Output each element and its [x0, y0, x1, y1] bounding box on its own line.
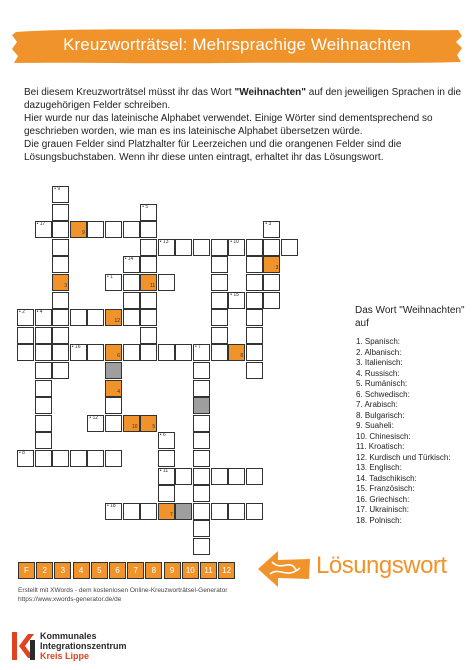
grid-cell[interactable]	[105, 415, 122, 432]
solution-index: 3	[64, 283, 68, 289]
grid-cell-solution[interactable]	[52, 274, 69, 291]
clue-item: 2. Albanisch:	[356, 347, 402, 357]
grid-cell[interactable]	[228, 503, 245, 520]
grid-cell[interactable]	[123, 256, 140, 273]
loesungswort-banner	[256, 548, 461, 590]
grid-cell[interactable]	[140, 221, 157, 238]
grid-cell-blank	[193, 397, 210, 414]
grid-cell-solution[interactable]	[263, 256, 280, 273]
grid-cell[interactable]	[52, 204, 69, 221]
clue-number: • 14	[124, 256, 134, 263]
solution-strip-cell[interactable]: 11	[200, 562, 217, 579]
grid-cell[interactable]	[158, 450, 175, 467]
grid-cell[interactable]	[87, 309, 104, 326]
clue-item: 11. Kroatisch:	[356, 442, 405, 451]
grid-cell[interactable]	[70, 450, 87, 467]
grid-cell[interactable]	[211, 503, 228, 520]
grid-cell[interactable]	[193, 380, 210, 397]
logo-line-1: Kommunales	[40, 631, 97, 641]
grid-cell[interactable]	[105, 221, 122, 238]
clue-item: 12. Kurdisch und Türkisch:	[356, 452, 451, 462]
grid-cell[interactable]	[140, 327, 157, 344]
grid-cell[interactable]	[35, 450, 52, 467]
grid-cell[interactable]	[193, 362, 210, 379]
clue-list	[356, 337, 451, 526]
grid-cell[interactable]	[35, 397, 52, 414]
grid-cell-solution[interactable]	[105, 380, 122, 397]
solution-strip-cell[interactable]: 9	[164, 562, 181, 579]
grid-cell[interactable]	[246, 503, 263, 520]
clue-number: • 13	[159, 238, 169, 245]
arrow-left-icon	[256, 548, 312, 590]
grid-cell-blank	[105, 362, 122, 379]
grid-cell[interactable]	[193, 239, 210, 256]
grid-cell[interactable]	[211, 292, 228, 309]
grid-cell[interactable]	[193, 520, 210, 537]
clue-number: • 6	[159, 432, 166, 439]
grid-cell[interactable]	[52, 362, 69, 379]
intro-p1-pre: Bei diesem Kreuzworträtsel müsst ihr das Wort	[24, 87, 235, 98]
grid-cell[interactable]	[211, 344, 228, 361]
clue-item: 3. Italienisch:	[356, 358, 403, 367]
grid-cell[interactable]	[193, 503, 210, 520]
grid-cell[interactable]	[123, 221, 140, 238]
ki-logo-icon	[12, 630, 36, 662]
grid-cell[interactable]	[87, 344, 104, 361]
grid-cell[interactable]	[158, 274, 175, 291]
grid-cell-solution[interactable]	[105, 309, 122, 326]
clue-number: • 11	[159, 467, 169, 474]
clue-item: 5. Rumänisch:	[356, 379, 408, 388]
grid-cell[interactable]	[35, 221, 52, 238]
clue-number: • 8	[19, 450, 25, 456]
clue-item: 7. Arabisch:	[356, 400, 398, 409]
clue-item: 16. Griechisch:	[356, 494, 410, 504]
clue-item: 10. Chinesisch:	[356, 431, 411, 441]
grid-cell[interactable]	[52, 450, 69, 467]
grid-cell[interactable]	[228, 292, 245, 309]
grid-cell-solution[interactable]	[105, 344, 122, 361]
grid-cell[interactable]	[105, 503, 122, 520]
grid-cell[interactable]	[193, 468, 210, 485]
clue-item: 15. Französisch:	[356, 484, 415, 493]
grid-cell[interactable]	[263, 221, 280, 238]
grid-cell[interactable]	[211, 309, 228, 326]
grid-cell[interactable]	[211, 256, 228, 273]
organization-logo	[12, 630, 212, 666]
grid-cell[interactable]	[52, 256, 69, 273]
grid-cell[interactable]	[158, 468, 175, 485]
grid-cell[interactable]	[193, 415, 210, 432]
grid-cell[interactable]	[193, 432, 210, 449]
grid-cell[interactable]	[263, 239, 280, 256]
logo-text	[40, 631, 127, 661]
grid-cell[interactable]	[246, 292, 263, 309]
grid-cell[interactable]	[175, 468, 192, 485]
solution-index: 4	[117, 388, 120, 395]
clue-number: • 17	[36, 221, 46, 228]
solution-index: 12	[114, 318, 120, 325]
clue-number: • 15	[230, 291, 239, 298]
grid-cell-solution[interactable]	[140, 415, 157, 432]
grid-cell[interactable]	[158, 432, 175, 449]
grid-cell[interactable]	[140, 256, 157, 273]
logo-line-2: Integrationszentrum	[40, 641, 127, 651]
clue-item: 17. Ukrainisch:	[356, 505, 409, 514]
grid-cell[interactable]	[246, 327, 263, 344]
intro-paragraph-3: Die grauen Felder sind Platzhalter für Leerzeichen und die orangenen Felder sind die Lösungsbuchstaben. Wenn ihr diese unten eintragt, erhaltet ihr das Lösungswort.	[24, 139, 402, 163]
grid-cell[interactable]	[52, 186, 69, 203]
grid-cell[interactable]	[228, 239, 245, 256]
grid-cell[interactable]	[193, 344, 210, 361]
grid-cell[interactable]	[17, 327, 34, 344]
grid-cell[interactable]	[140, 204, 157, 221]
logo-line-3: Kreis Lippe	[40, 651, 90, 661]
intro-paragraph-2: Hier wurde nur das lateinische Alphabet verwendet. Einige Wörter sind dementsprechend so geschrieben worden, wie man es ins lateinische Alphabet übersetzen würde.	[24, 113, 433, 137]
grid-cell[interactable]	[35, 327, 52, 344]
clue-number: • 4	[36, 309, 43, 316]
grid-cell-solution[interactable]	[123, 415, 140, 432]
grid-cell[interactable]	[246, 274, 263, 291]
grid-cell[interactable]	[105, 450, 122, 467]
clue-number: • 9	[54, 186, 61, 192]
grid-cell[interactable]	[87, 415, 104, 432]
grid-cell[interactable]	[35, 432, 52, 449]
grid-cell[interactable]	[228, 468, 245, 485]
intro-paragraph-1	[24, 86, 464, 112]
clue-number: • 2	[19, 309, 25, 316]
grid-cell[interactable]	[105, 397, 122, 414]
solution-strip-cell[interactable]: F	[18, 562, 35, 579]
grid-cell[interactable]	[123, 274, 140, 291]
loesungswort-label: Lösungswort	[316, 552, 447, 579]
grid-cell[interactable]	[35, 380, 52, 397]
grid-cell-solution[interactable]	[158, 503, 175, 520]
grid-cell[interactable]	[52, 221, 69, 238]
grid-cell[interactable]	[87, 221, 104, 238]
clue-number: • 18	[107, 502, 116, 509]
grid-cell[interactable]	[211, 239, 228, 256]
grid-cell[interactable]	[52, 292, 69, 309]
solution-strip-cell[interactable]: 6	[109, 562, 126, 579]
solution-index: 6	[117, 353, 120, 360]
clue-number: • 7	[195, 344, 201, 351]
grid-cell[interactable]	[158, 344, 175, 361]
grid-cell[interactable]	[158, 239, 175, 256]
grid-cell[interactable]	[140, 292, 157, 309]
grid-cell[interactable]	[123, 503, 140, 520]
solution-strip-cell[interactable]: 12	[218, 562, 235, 579]
clue-item: 9. Suaheli:	[356, 421, 394, 430]
solution-strip-cell[interactable]: 4	[73, 562, 90, 579]
solution-index: 9	[82, 230, 85, 237]
solution-strip-cell[interactable]: 10	[182, 562, 199, 579]
solution-strip-cell[interactable]: 3	[54, 562, 71, 579]
grid-cell[interactable]	[35, 344, 52, 361]
grid-cell[interactable]	[263, 274, 280, 291]
grid-cell[interactable]	[175, 239, 192, 256]
grid-cell[interactable]	[35, 415, 52, 432]
grid-cell[interactable]	[123, 309, 140, 326]
grid-cell[interactable]	[246, 309, 263, 326]
intro-p1-post: auf den jeweiligen Sprachen in die dazugehörigen Felder schreiben.	[24, 87, 462, 111]
clue-number: • 5	[142, 203, 149, 210]
grid-cell[interactable]	[193, 450, 210, 467]
clue-number: • 3	[265, 221, 272, 228]
clue-item: 4. Russisch:	[356, 368, 400, 378]
grid-cell[interactable]	[17, 450, 34, 467]
grid-cell-blank	[175, 503, 192, 520]
clue-item: 18. Polnisch:	[356, 515, 402, 525]
grid-cell[interactable]	[52, 327, 69, 344]
clue-number: • 10	[230, 238, 239, 245]
grid-cell[interactable]	[17, 344, 34, 361]
clue-item: 8. Bulgarisch:	[356, 410, 405, 420]
grid-cell[interactable]	[35, 362, 52, 379]
grid-cell[interactable]	[211, 327, 228, 344]
page-title: Kreuzworträtsel: Mehrsprachige Weihnachten	[63, 35, 411, 54]
grid-cell[interactable]	[246, 468, 263, 485]
solution-index: 10	[132, 423, 138, 430]
clue-number: • 12	[89, 414, 99, 421]
solution-index: 7	[170, 511, 173, 518]
grid-cell[interactable]	[140, 239, 157, 256]
grid-cell[interactable]	[263, 292, 280, 309]
clue-number: • 16	[71, 344, 81, 351]
grid-cell[interactable]	[35, 309, 52, 326]
grid-cell[interactable]	[52, 239, 69, 256]
grid-cell[interactable]	[193, 485, 210, 502]
grid-cell[interactable]	[140, 309, 157, 326]
clue-item: 13. Englisch:	[356, 463, 402, 472]
title-banner	[10, 26, 464, 66]
grid-cell[interactable]	[175, 344, 192, 361]
solution-index: 3	[275, 265, 279, 272]
solution-index: 11	[149, 283, 156, 289]
grid-cell[interactable]	[123, 292, 140, 309]
solution-index: 5	[152, 423, 156, 430]
grid-cell[interactable]	[211, 468, 228, 485]
grid-cell[interactable]	[105, 274, 122, 291]
grid-cell[interactable]	[52, 344, 69, 361]
grid-cell[interactable]	[140, 344, 157, 361]
solution-strip-cell[interactable]: 5	[91, 562, 108, 579]
grid-cell[interactable]	[70, 344, 87, 361]
grid-cell[interactable]	[140, 503, 157, 520]
instructions	[24, 86, 464, 164]
grid-cell[interactable]	[246, 362, 263, 379]
clue-item: 1. Spanisch:	[356, 337, 401, 346]
footer-link[interactable]: https://www.xwords-generator.de/de	[18, 595, 122, 603]
solution-index: 8	[240, 353, 244, 360]
grid-cell[interactable]	[17, 309, 34, 326]
intro-p1-bold: "Weihnachten"	[234, 87, 306, 98]
grid-cell[interactable]	[281, 239, 298, 256]
grid-cell[interactable]	[193, 538, 210, 555]
grid-cell[interactable]	[246, 256, 263, 273]
grid-cell[interactable]	[52, 309, 69, 326]
grid-cell[interactable]	[123, 344, 140, 361]
grid-cell[interactable]	[158, 485, 175, 502]
grid-cell[interactable]	[246, 344, 263, 361]
solution-strip-cell[interactable]: 2	[36, 562, 53, 579]
grid-cell-solution[interactable]	[140, 274, 157, 291]
grid-cell[interactable]	[211, 274, 228, 291]
grid-cell-solution[interactable]	[70, 221, 87, 238]
solution-strip-cell[interactable]: 7	[127, 562, 144, 579]
clue-item: 6. Schwedisch:	[356, 389, 410, 399]
grid-cell-solution[interactable]	[228, 344, 245, 361]
solution-strip-cell[interactable]: 8	[145, 562, 162, 579]
grid-cell[interactable]	[87, 450, 104, 467]
clue-number: • 1	[107, 274, 113, 280]
grid-cell[interactable]	[246, 239, 263, 256]
grid-cell[interactable]	[70, 309, 87, 326]
clue-item: 14. Tadschikisch:	[356, 473, 417, 483]
clue-header: Das Wort "Weihnachten" auf	[355, 305, 465, 329]
footer-line-1: Erstellt mit XWords - dem kostenlosen Online-Kreuzworträtsel-Generator	[18, 587, 228, 594]
footer-credit	[18, 587, 227, 604]
